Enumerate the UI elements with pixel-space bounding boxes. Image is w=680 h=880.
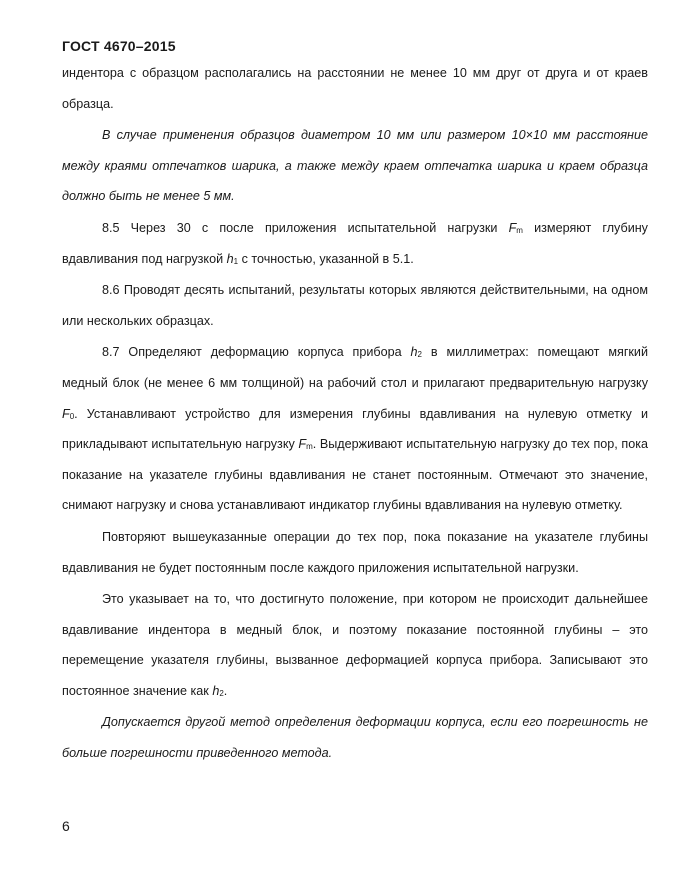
var-h: h (410, 345, 418, 360)
paragraph-8-7-text-b: в миллиметрах: помещают мягкий медный блок (не менее 6 мм толщиной) на рабочий стол и прилагают предварительную нагрузку (62, 345, 648, 390)
paragraph-continuation: индентора с образцом располагались на расстоянии не менее 10 мм друг от друга и от краев образца. (62, 66, 648, 111)
paragraph-repeat-operations: Повторяют вышеуказанные операции до тех пор, пока показание на указателе глубины вдавливания не будет постоянным после каждого приложения испытательной нагрузки. (62, 529, 648, 575)
paragraph-explanation (62, 584, 648, 706)
paragraph-8-5-text-b: измеряют глубину вдавливания под нагрузкой (62, 220, 648, 266)
subscript-m: m (306, 442, 313, 452)
paragraph-note-alternative-method: Допускается другой метод определения деформации корпуса, если его погрешность не больше погрешности приведенного метода. (62, 715, 648, 761)
subscript-1: 1 (233, 256, 239, 266)
paragraph-8-6: 8.6 Проводят десять испытаний, результаты которых являются действительными, на одном или нескольких образцах. (62, 283, 648, 328)
paragraph-note-small-samples: В случае применения образцов диаметром 10 мм или размером 10×10 мм расстояние между краями отпечатков шарика, а также между краем отпечатка шарика и краем образца должно быть не менее 5 мм. (62, 128, 648, 204)
var-F: F (62, 406, 70, 421)
paragraph-explanation-text-a: Это указывает на то, что достигнуто положение, при котором не происходит дальнейшее вдавливание индентора в медный блок, и поэтому показание постоянной глубины – это перемещение указателя глубины, вызванное деформацией корпуса прибора. Записывают это постоянное значение как (62, 592, 648, 698)
paragraph-8-7-text-c: . Устанавливают устройство для измерения глубины вдавливания на нулевую отметку и прикладывают испытательную нагрузку (62, 406, 648, 452)
subscript-2: 2 (219, 688, 224, 698)
subscript-0: 0 (69, 411, 75, 421)
paragraph-8-5-text-c: с точностью, указанной в 5.1. (238, 251, 414, 266)
subscript-m: m (516, 225, 523, 235)
var-F: F (298, 437, 307, 452)
paragraph-8-7-text-d: . Выдерживают испытательную нагрузку до тех пор, пока показание на указателе глубины вдавливания не станет постоянным. Отмечают это значение, снимают нагрузку и снова устанавливают индикатор глубины вдавливания на нулевую отметку. (62, 437, 648, 513)
var-h: h (226, 251, 234, 266)
document-code-header: ГОСТ 4670–2015 (62, 38, 176, 54)
document-body (62, 58, 648, 769)
paragraph-8-7 (62, 337, 648, 521)
paragraph-8-5 (62, 213, 648, 274)
var-F: F (508, 220, 517, 235)
paragraph-explanation-text-b: . (223, 683, 228, 698)
subscript-2: 2 (417, 350, 422, 360)
paragraph-8-7-text-a: 8.7 Определяют деформацию корпуса прибора (102, 345, 411, 360)
paragraph-8-5-text-a: 8.5 Через 30 с после приложения испытательной нагрузки (102, 220, 509, 235)
var-h: h (212, 683, 220, 698)
page-number: 6 (62, 818, 70, 834)
